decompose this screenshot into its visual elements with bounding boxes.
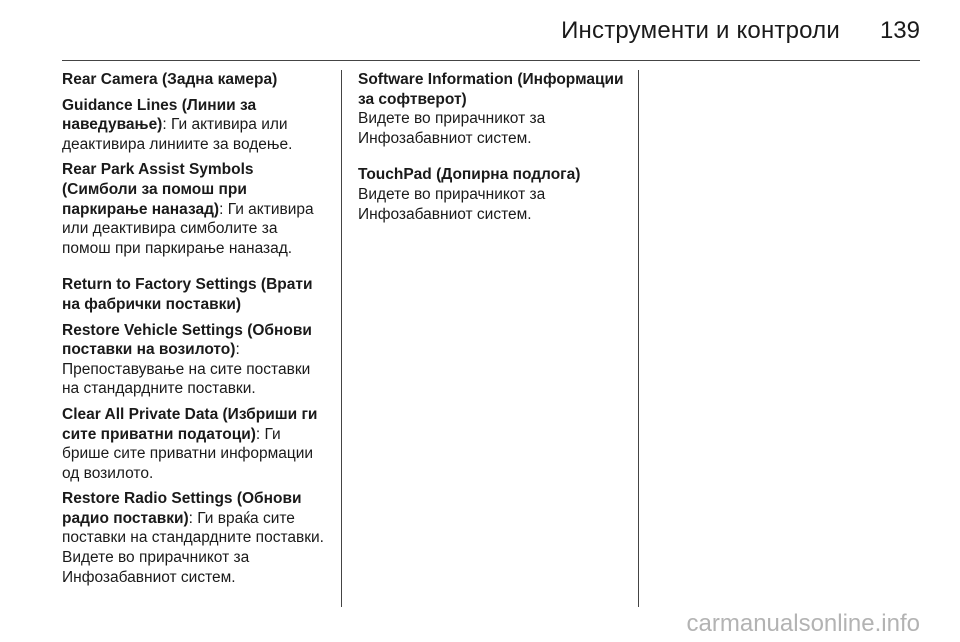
entry-term: Guidance Lines (Линии за наведување) — [62, 96, 257, 134]
watermark: carmanualsonline.info — [686, 610, 920, 637]
entry-rear-park-assist-symbols — [62, 160, 330, 258]
entry-description: : Ги активира или деактивира линиите за водење. — [62, 116, 293, 153]
column-divider — [638, 70, 639, 607]
entry-rear-camera — [62, 70, 330, 90]
entry-term: Restore Vehicle Settings (Обнови поставки на возилото) — [62, 321, 312, 359]
entry-restore-vehicle-settings — [62, 321, 330, 399]
entry-description: : Ги активира или деактивира симболите за помош при паркирање наназад. — [62, 200, 314, 257]
header-divider — [62, 60, 920, 61]
entry-software-information — [358, 70, 626, 148]
entry-term: Clear All Private Data (Избриши ги сите приватни податоци) — [62, 405, 318, 443]
section-title: Инструменти и контроли — [561, 17, 840, 44]
page-header — [0, 0, 960, 62]
entry-description: : Ги враќа сите поставки на стандардните поставки. Видете во прирачникот за Инфозабавниот систем. — [62, 509, 324, 586]
entry-description: Видете во прирачникот за Инфозабавниот систем. — [358, 110, 546, 147]
column-left — [62, 70, 330, 593]
entry-term: Rear Camera (Задна камера) — [62, 71, 278, 88]
entry-guidance-lines — [62, 96, 330, 155]
entry-description: Видете во прирачникот за Инфозабавниот систем. — [358, 185, 546, 223]
entry-description: : Ги брише сите приватни информации од возилото. — [62, 425, 314, 482]
entry-term: Rear Park Assist Symbols (Симболи за помош при паркирање наназад) — [62, 161, 254, 218]
entry-term: Return to Factory Settings (Врати на фабрички поставки) — [62, 276, 313, 313]
column-divider — [341, 70, 342, 607]
entry-description: : Препоставување на сите поставки на стандардните поставки. — [62, 341, 311, 398]
entry-term: Restore Radio Settings (Обнови радио поставки) — [62, 490, 302, 527]
entry-clear-all-private-data — [62, 405, 330, 483]
page-number: 139 — [879, 17, 920, 44]
entry-touchpad — [358, 165, 626, 224]
column-middle — [358, 70, 626, 230]
entry-term: Software Information (Информации за софтверот) — [358, 71, 624, 108]
entry-return-to-factory-settings — [62, 275, 330, 314]
entry-restore-radio-settings — [62, 489, 330, 587]
entry-term: TouchPad (Допирна подлога) — [358, 166, 581, 184]
